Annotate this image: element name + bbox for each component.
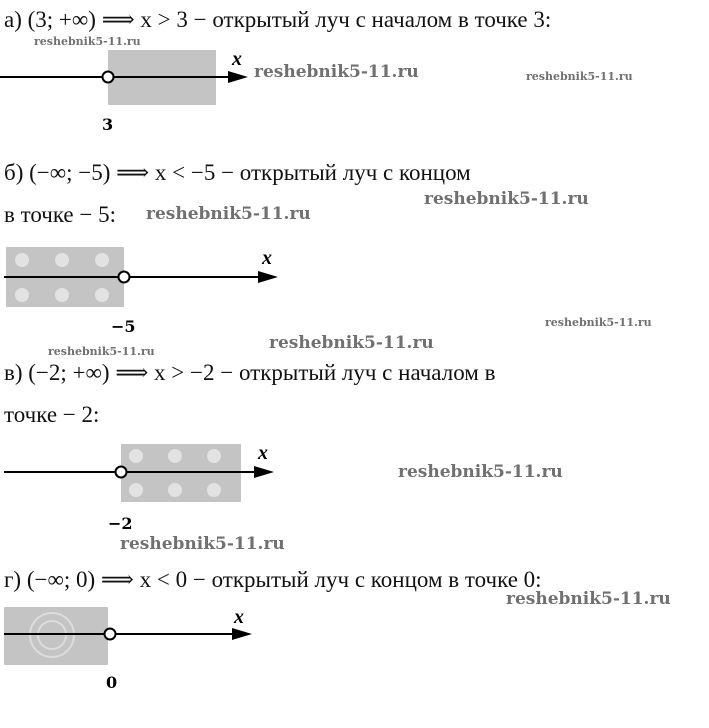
item-c-arrow-head xyxy=(254,466,274,478)
watermark: reshebnik5-11.ru xyxy=(146,204,311,224)
item-c-tick-label: −2 xyxy=(108,514,133,533)
item-d-arrow-head xyxy=(232,628,252,640)
watermark: reshebnik5-11.ru xyxy=(254,62,419,82)
watermark: reshebnik5-11.ru xyxy=(34,35,141,48)
item-d-axis-label: x xyxy=(234,606,244,628)
item-a-number-line xyxy=(0,42,709,132)
watermark: reshebnik5-11.ru xyxy=(120,534,285,554)
item-c-number-line xyxy=(0,438,709,533)
watermark: reshebnik5-11.ru xyxy=(48,345,155,358)
item-b-axis-label: x xyxy=(262,247,272,269)
watermark: reshebnik5-11.ru xyxy=(526,70,633,83)
item-a-tick-label: 3 xyxy=(102,115,114,134)
watermark: reshebnik5-11.ru xyxy=(424,189,589,209)
item-d-open-point xyxy=(105,629,116,640)
item-c-statement-cont: точке − 2: xyxy=(4,402,100,427)
watermark: reshebnik5-11.ru xyxy=(506,589,671,609)
item-d-tick-label: 0 xyxy=(106,673,118,692)
watermark: reshebnik5-11.ru xyxy=(545,316,652,329)
item-a-statement: а) (3; +∞) ⟹ x > 3 − открытый луч с началом в точке 3: xyxy=(4,7,552,32)
item-c-open-point xyxy=(116,467,127,478)
item-b-statement: б) (−∞; −5) ⟹ x < −5 − открытый луч с концом xyxy=(4,160,471,185)
item-d-statement: г) (−∞; 0) ⟹ x < 0 − открытый луч с концом в точке 0: xyxy=(4,567,542,592)
item-c-axis-label: x xyxy=(258,442,268,464)
item-a-open-point xyxy=(103,72,114,83)
item-a-axis-label: x xyxy=(232,48,242,70)
watermark: reshebnik5-11.ru xyxy=(398,462,563,482)
item-b-tick-label: −5 xyxy=(111,317,136,336)
item-c-statement: в) (−2; +∞) ⟹ x > −2 − открытый луч с началом в xyxy=(4,360,496,385)
item-b-open-point xyxy=(119,272,130,283)
item-b-arrow-head xyxy=(258,271,278,283)
item-b-statement-cont: в точке − 5: xyxy=(4,202,117,227)
item-d-number-line xyxy=(0,605,709,695)
watermark: reshebnik5-11.ru xyxy=(269,333,434,353)
item-a-arrow-head xyxy=(228,71,248,83)
